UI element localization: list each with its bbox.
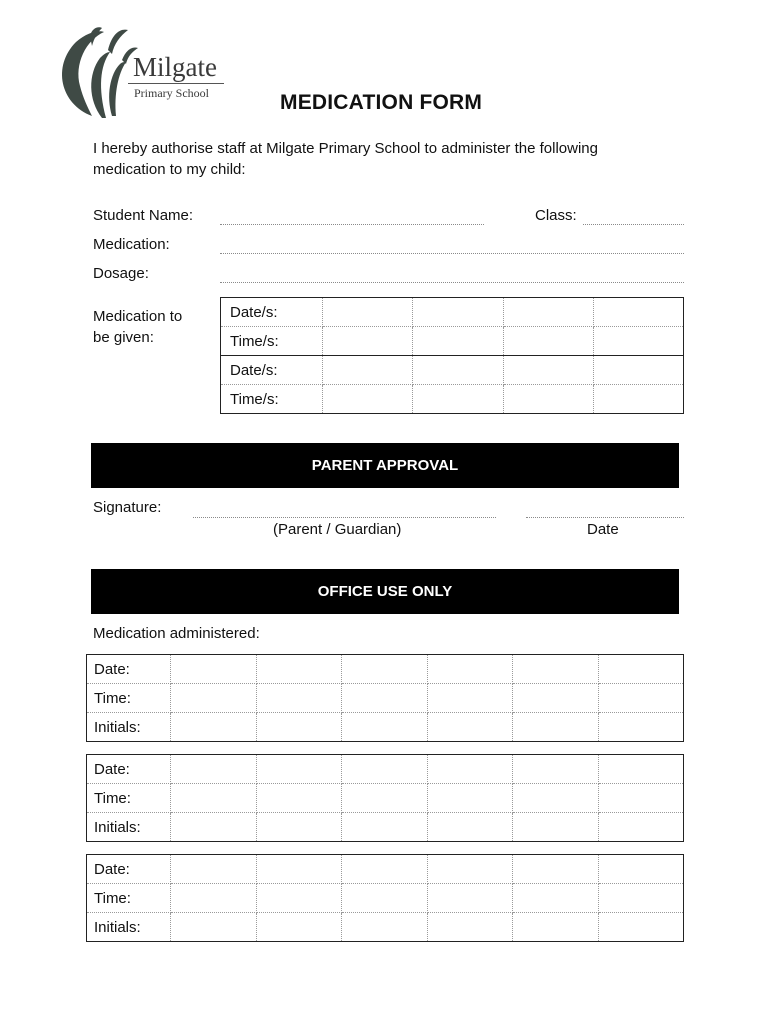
parent-approval-heading: PARENT APPROVAL [91, 443, 679, 488]
schedule-cell[interactable] [503, 298, 593, 327]
admin-cell[interactable] [427, 913, 513, 942]
admin-cell[interactable] [342, 713, 428, 742]
medication-schedule-table [220, 297, 684, 414]
admin-initials-label: Initials: [87, 913, 171, 942]
admin-cell[interactable] [256, 755, 342, 784]
admin-cell[interactable] [427, 813, 513, 842]
logo-divider [128, 83, 224, 84]
admin-initials-row [87, 913, 684, 942]
admin-cell[interactable] [513, 713, 599, 742]
dosage-input[interactable] [220, 282, 684, 283]
admin-cell[interactable] [342, 855, 428, 884]
admin-cell[interactable] [256, 884, 342, 913]
form-title: MEDICATION FORM [280, 91, 483, 114]
schedule-time-row [221, 385, 684, 414]
admin-cell[interactable] [342, 755, 428, 784]
admin-cell[interactable] [342, 684, 428, 713]
schedule-date-label: Date/s: [221, 356, 323, 385]
schedule-cell[interactable] [503, 385, 593, 414]
admin-cell[interactable] [598, 655, 684, 684]
schedule-cell[interactable] [323, 327, 413, 356]
admin-cell[interactable] [171, 713, 257, 742]
admin-cell[interactable] [598, 813, 684, 842]
admin-cell[interactable] [427, 755, 513, 784]
schedule-cell[interactable] [413, 298, 503, 327]
schedule-cell[interactable] [593, 356, 683, 385]
intro-line-2: medication to my child: [93, 161, 246, 178]
admin-date-row [87, 755, 684, 784]
admin-date-label: Date: [87, 655, 171, 684]
admin-cell[interactable] [256, 684, 342, 713]
admin-cell[interactable] [513, 855, 599, 884]
admin-cell[interactable] [171, 813, 257, 842]
admin-cell[interactable] [513, 784, 599, 813]
schedule-cell[interactable] [413, 385, 503, 414]
administered-table-2 [86, 754, 684, 842]
admin-date-row [87, 655, 684, 684]
class-input[interactable] [583, 224, 684, 225]
admin-cell[interactable] [256, 713, 342, 742]
given-label-line-2: be given: [93, 329, 154, 346]
admin-cell[interactable] [513, 684, 599, 713]
schedule-cell[interactable] [323, 385, 413, 414]
admin-cell[interactable] [342, 784, 428, 813]
admin-cell[interactable] [427, 684, 513, 713]
class-label: Class: [535, 207, 577, 224]
admin-time-row [87, 784, 684, 813]
admin-initials-label: Initials: [87, 813, 171, 842]
admin-cell[interactable] [427, 713, 513, 742]
office-use-heading: OFFICE USE ONLY [91, 569, 679, 614]
admin-time-row [87, 884, 684, 913]
admin-initials-label: Initials: [87, 713, 171, 742]
schedule-date-row [221, 356, 684, 385]
student-name-input[interactable] [220, 224, 484, 225]
admin-cell[interactable] [513, 755, 599, 784]
admin-cell[interactable] [598, 713, 684, 742]
medication-input[interactable] [220, 253, 684, 254]
school-name: Milgate [133, 52, 217, 82]
student-name-label: Student Name: [93, 207, 194, 224]
schedule-time-row [221, 327, 684, 356]
admin-cell[interactable] [427, 784, 513, 813]
admin-cell[interactable] [256, 913, 342, 942]
admin-initials-row [87, 813, 684, 842]
approval-date-input[interactable] [526, 517, 684, 518]
schedule-date-label: Date/s: [221, 298, 323, 327]
admin-cell[interactable] [427, 855, 513, 884]
schedule-time-label: Time/s: [221, 327, 323, 356]
admin-cell[interactable] [171, 855, 257, 884]
schedule-cell[interactable] [593, 385, 683, 414]
signature-input[interactable] [193, 517, 496, 518]
admin-cell[interactable] [598, 884, 684, 913]
admin-date-label: Date: [87, 755, 171, 784]
admin-cell[interactable] [513, 884, 599, 913]
admin-cell[interactable] [598, 684, 684, 713]
admin-cell[interactable] [427, 655, 513, 684]
admin-cell[interactable] [171, 884, 257, 913]
admin-cell[interactable] [171, 913, 257, 942]
administered-table-1 [86, 654, 684, 742]
admin-cell[interactable] [513, 913, 599, 942]
admin-cell[interactable] [513, 813, 599, 842]
admin-cell[interactable] [427, 884, 513, 913]
date-caption: Date [587, 521, 619, 538]
school-subtitle: Primary School [134, 86, 209, 100]
intro-line-1: I hereby authorise staff at Milgate Primary School to administer the following [93, 140, 598, 157]
admin-cell[interactable] [598, 855, 684, 884]
admin-time-label: Time: [87, 784, 171, 813]
admin-cell[interactable] [598, 755, 684, 784]
schedule-cell[interactable] [593, 327, 683, 356]
medication-label: Medication: [93, 236, 170, 253]
schedule-cell[interactable] [503, 356, 593, 385]
signer-caption: (Parent / Guardian) [273, 521, 402, 538]
schedule-cell[interactable] [413, 327, 503, 356]
admin-cell[interactable] [342, 913, 428, 942]
schedule-cell[interactable] [413, 356, 503, 385]
schedule-cell[interactable] [323, 356, 413, 385]
admin-cell[interactable] [256, 855, 342, 884]
admin-cell[interactable] [256, 813, 342, 842]
administered-table-3 [86, 854, 684, 942]
admin-time-label: Time: [87, 884, 171, 913]
admin-initials-row [87, 713, 684, 742]
schedule-cell[interactable] [503, 327, 593, 356]
schedule-time-label: Time/s: [221, 385, 323, 414]
schedule-date-row [221, 298, 684, 327]
admin-cell[interactable] [342, 655, 428, 684]
admin-cell[interactable] [171, 684, 257, 713]
admin-cell[interactable] [256, 784, 342, 813]
schedule-cell[interactable] [323, 298, 413, 327]
admin-cell[interactable] [598, 784, 684, 813]
admin-cell[interactable] [171, 784, 257, 813]
admin-cell[interactable] [342, 884, 428, 913]
schedule-cell[interactable] [593, 298, 683, 327]
admin-cell[interactable] [513, 655, 599, 684]
medication-administered-label: Medication administered: [93, 625, 260, 642]
admin-date-label: Date: [87, 855, 171, 884]
given-label-line-1: Medication to [93, 308, 183, 325]
admin-cell[interactable] [598, 913, 684, 942]
dosage-label: Dosage: [93, 265, 149, 282]
admin-date-row [87, 855, 684, 884]
signature-label: Signature: [93, 499, 162, 516]
admin-time-row [87, 684, 684, 713]
admin-time-label: Time: [87, 684, 171, 713]
admin-cell[interactable] [342, 813, 428, 842]
admin-cell[interactable] [171, 755, 257, 784]
admin-cell[interactable] [256, 655, 342, 684]
admin-cell[interactable] [171, 655, 257, 684]
